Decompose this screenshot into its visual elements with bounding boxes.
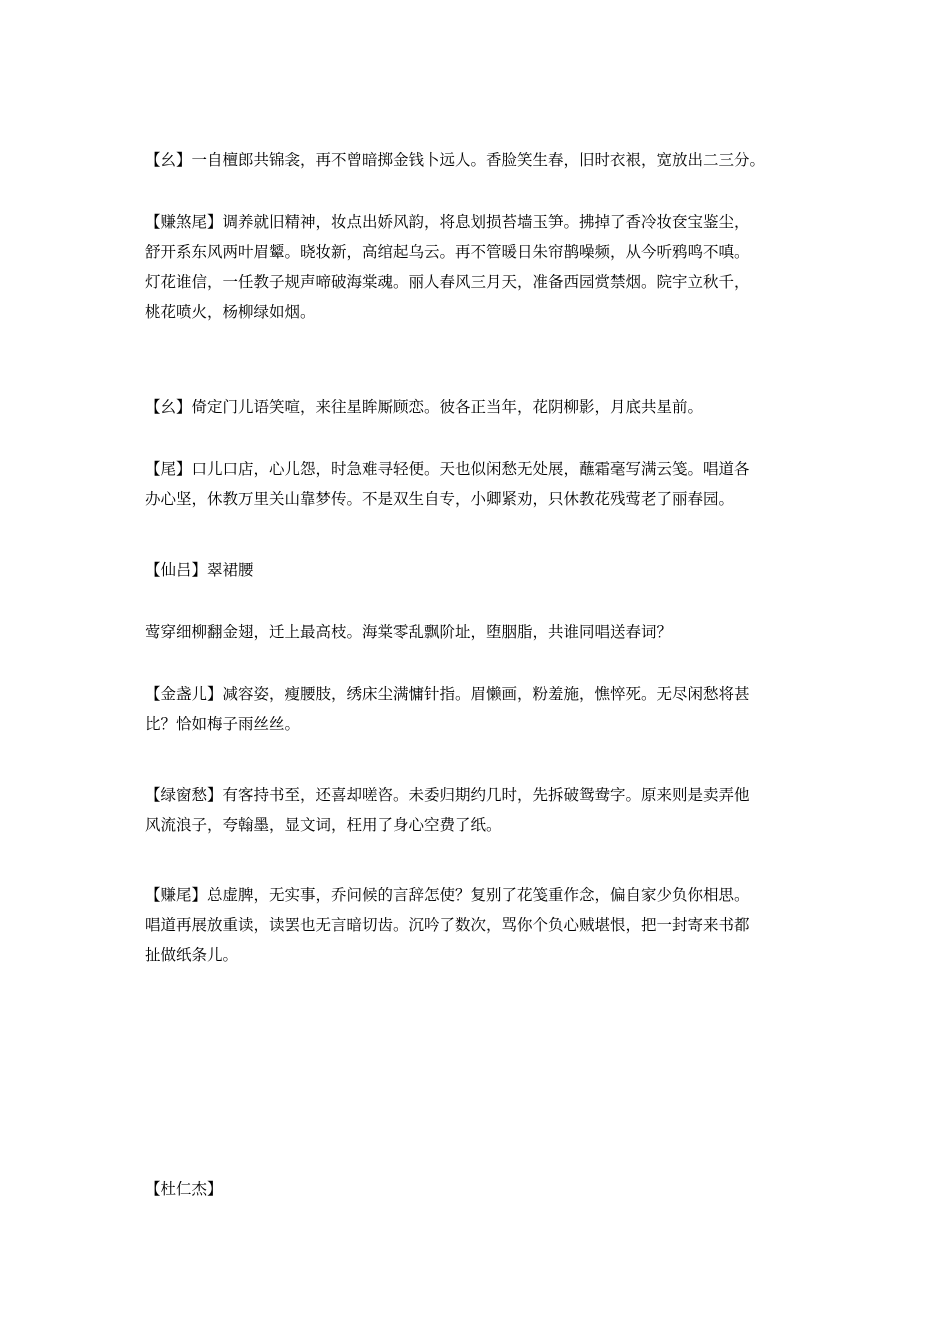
paragraph-4 xyxy=(145,454,810,514)
paragraph-10 xyxy=(145,1174,810,1204)
paragraph-8 xyxy=(145,780,810,840)
text-line: 扯做纸条儿。 xyxy=(145,946,239,964)
paragraph-6 xyxy=(145,617,810,647)
text-line: 【金盏儿】减容姿，瘦腰肢，绣床尘满慵针指。眉懒画，粉羞施，憔悴死。无尽闲愁将甚 xyxy=(145,685,750,703)
text-line: 桃花喷火，杨柳绿如烟。 xyxy=(145,303,316,321)
text-line: 【仙吕】翠裙腰 xyxy=(145,561,254,579)
paragraph-7 xyxy=(145,679,810,739)
text-line: 【幺】倚定门儿语笑喧，来往星眸厮顾恋。彼各正当年，花阴柳影，月底共星前。 xyxy=(145,398,704,416)
text-line: 灯花谁信，一任教子规声啼破海棠魂。丽人春风三月天，准备西园赏禁烟。院宇立秋千， xyxy=(145,273,750,291)
paragraph-3 xyxy=(145,392,810,422)
text-line: 唱道再展放重读，读罢也无言暗切齿。沉吟了数次，骂你个负心贼堪恨，把一封寄来书都 xyxy=(145,916,750,934)
text-line: 莺穿细柳翻金翅，迁上最高枝。海棠零乱飘阶址，堕胭脂，共谁同唱送春词？ xyxy=(145,623,673,641)
paragraph-9 xyxy=(145,880,810,970)
text-line: 舒开系东风两叶眉颦。晓妆新，高绾起乌云。再不管暖日朱帘鹊噪频，从今听鸦鸣不嗔。 xyxy=(145,243,750,261)
text-line: 风流浪子，夸翰墨，显文词，枉用了身心空费了纸。 xyxy=(145,816,502,834)
text-line: 【幺】一自檀郎共锦衾，再不曾暗掷金钱卜远人。香脸笑生春，旧时衣裉，宽放出二三分。 xyxy=(145,151,766,169)
text-line: 【尾】口儿口店，心儿怨，时急难寻轻便。天也似闲愁无处展，蘸霜毫写满云笺。唱道各 xyxy=(145,460,750,478)
text-line: 【赚煞尾】调养就旧精神，妆点出娇风韵，将息划损苔墙玉笋。拂掉了香冷妆奁宝鉴尘， xyxy=(145,213,750,231)
paragraph-5 xyxy=(145,555,810,585)
paragraph-1 xyxy=(145,145,810,175)
text-line: 比？恰如梅子雨丝丝。 xyxy=(145,715,301,733)
text-line: 【绿窗愁】有客持书至，还喜却嗟咨。未委归期约几时，先拆破鸳鸯字。原来则是卖弄他 xyxy=(145,786,750,804)
text-line: 【杜仁杰】 xyxy=(145,1180,223,1198)
text-line: 【赚尾】总虚脾，无实事，乔问候的言辞怎使？复别了花笺重作念，偏自家少负你相思。 xyxy=(145,886,750,904)
paragraph-2 xyxy=(145,207,810,327)
text-line: 办心坚，休教万里关山靠梦传。不是双生自专，小卿紧劝，只休教花残莺老了丽春园。 xyxy=(145,490,735,508)
